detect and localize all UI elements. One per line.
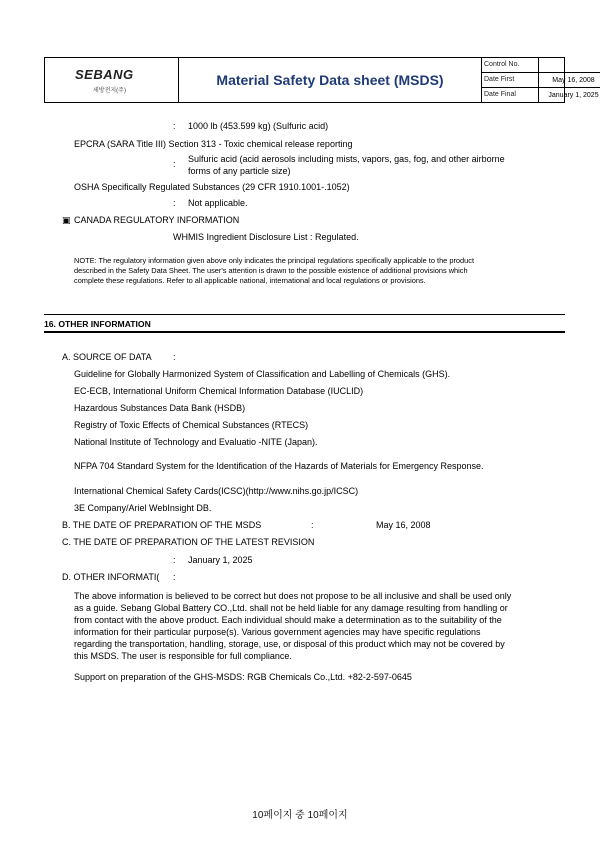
date-final-row	[482, 88, 600, 103]
control-no-row	[482, 58, 600, 73]
note-line-1: NOTE: The regulatory information given above only indicates the principal regulations specifically applicable to the product	[74, 256, 475, 265]
canada-heading: CANADA REGULATORY INFORMATION	[74, 215, 240, 225]
source-item: 3E Company/Ariel WebInsight DB.	[74, 503, 212, 513]
date-final-value: January 1, 2025	[538, 88, 600, 103]
revision-date-label: C. THE DATE OF PREPARATION OF THE LATEST REVISION	[62, 537, 315, 547]
document-header	[44, 57, 599, 103]
source-item: National Institute of Technology and Evaluatio -NITE (Japan).	[74, 437, 318, 447]
section-16-heading: 16. OTHER INFORMATION	[44, 319, 151, 329]
disclaimer-line: as a guide. Sebang Global Battery CO.,Ltd. shall not be held liable for any damage resulting from handling or	[74, 603, 508, 613]
disclaimer-line: this MSDS. The user is responsible for full compliance.	[74, 651, 292, 661]
control-no-label: Control No.	[484, 61, 520, 68]
company-logo	[45, 58, 179, 102]
logo-wordmark: SEBANG	[75, 67, 134, 82]
whmis-line: WHMIS Ingredient Disclosure List : Regulated.	[173, 232, 359, 242]
section-top-rule	[44, 314, 565, 315]
other-info-label: D. OTHER INFORMATI(	[62, 572, 160, 582]
source-item: Hazardous Substances Data Bank (HSDB)	[74, 403, 246, 413]
osha-value: Not applicable.	[188, 198, 248, 208]
source-of-data-colon: :	[173, 352, 176, 362]
note-line-3: complete these regulations. Refer to all applicable national, international and local regulations or provisions.	[74, 276, 426, 285]
revision-date-colon: :	[173, 555, 176, 565]
date-final-label: Date Final	[484, 91, 516, 98]
epcra-value-line1: Sulfuric acid (acid aerosols including mists, vapors, gas, fog, and other airborne	[188, 154, 505, 164]
document-title: Material Safety Data sheet (MSDS)	[179, 58, 482, 102]
disclaimer-line: The above information is believed to be correct but does not propose to be all inclusive and shall be used only	[74, 591, 512, 601]
source-of-data-label: A. SOURCE OF DATA	[62, 352, 152, 362]
support-line: Support on preparation of the GHS-MSDS: RGB Chemicals Co.,Ltd. +82-2-597-0645	[74, 672, 412, 682]
source-item: EC-ECB, International Uniform Chemical Information Database (IUCLID)	[74, 386, 364, 396]
logo-subtitle: 세방전지(주)	[93, 88, 126, 94]
source-item: International Chemical Safety Cards(ICSC)(http://www.nihs.go.jp/ICSC)	[74, 486, 359, 496]
date-first-value: May 16, 2008	[538, 73, 600, 88]
source-item: Guideline for Globally Harmonized System of Classification and Labelling of Chemicals (GHS).	[74, 369, 451, 379]
epcra-value-line2: forms of any particle size)	[188, 166, 291, 176]
msds-date-label: B. THE DATE OF PREPARATION OF THE MSDS	[62, 520, 262, 530]
osha-colon: :	[173, 198, 176, 208]
disclaimer-line: information for their particular purpose(s). Various government agencies may have specific regulations	[74, 627, 481, 637]
msds-date-colon: :	[311, 520, 314, 530]
other-info-colon: :	[173, 572, 176, 582]
date-first-label: Date First	[484, 76, 515, 83]
date-first-row	[482, 73, 600, 88]
section-bottom-rule	[44, 331, 565, 333]
disclaimer-line: regarding the transportation, handling, storage, use, or disposal of this product which may not be covered by	[74, 639, 505, 649]
note-line-2: described in the Safety Data Sheet. The user's attention is drawn to the possible existence of additional provisions which	[74, 266, 468, 275]
square-bullet-icon: ▣	[62, 215, 71, 225]
source-item: Registry of Toxic Effects of Chemical Substances (RTECS)	[74, 420, 309, 430]
msds-date-value: May 16, 2008	[376, 520, 431, 530]
revision-date-value: January 1, 2025	[188, 555, 253, 565]
rq-value: 1000 lb (453.599 kg) (Sulfuric acid)	[188, 121, 329, 131]
epcra-heading: EPCRA (SARA Title III) Section 313 - Toxic chemical release reporting	[74, 139, 353, 149]
control-no-value	[538, 58, 600, 73]
epcra-colon: :	[173, 159, 176, 169]
osha-heading: OSHA Specifically Regulated Substances (29 CFR 1910.1001-.1052)	[74, 182, 350, 192]
control-info-table	[482, 58, 599, 102]
source-item: NFPA 704 Standard System for the Identification of the Hazards of Materials for Emergency Response.	[74, 461, 484, 471]
page-number: 10페이지 중 10페이지	[252, 810, 348, 821]
rq-colon: :	[173, 121, 176, 131]
disclaimer-line: from contact with the above product. Each individual should make a determination as to the suitability of the	[74, 615, 502, 625]
